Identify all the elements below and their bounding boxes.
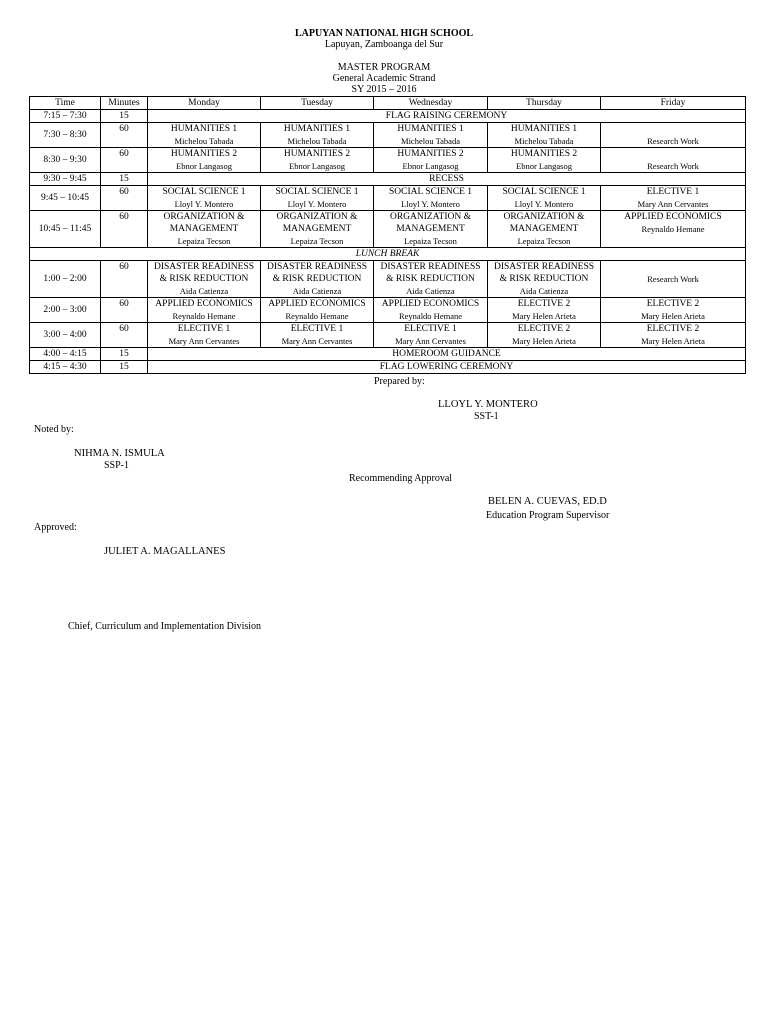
teacher-name: Lepaiza Tecson — [404, 236, 457, 246]
noted-by-label: Noted by: — [34, 424, 74, 435]
table-row — [30, 361, 746, 374]
column-header: Time — [30, 97, 101, 110]
noted-by-name: NIHMA N. ISMULA — [74, 448, 165, 459]
subject-cell — [148, 323, 261, 348]
subject-name: MANAGEMENT — [169, 224, 239, 234]
teacher-name: Aida Catienza — [406, 286, 455, 296]
subject-name: ELECTIVE 2 — [646, 324, 700, 334]
teacher-name: Mary Ann Cervantes — [395, 336, 466, 346]
subject-cell — [148, 298, 261, 323]
teacher-name: Mary Ann Cervantes — [168, 336, 240, 346]
subject-cell — [261, 123, 374, 148]
table-row — [30, 186, 746, 211]
prepared-by-label: Prepared by: — [374, 376, 425, 387]
subject-name: ELECTIVE 1 — [177, 324, 231, 334]
program-title: MASTER PROGRAM — [337, 62, 431, 73]
school-year: SY 2015 – 2016 — [351, 84, 417, 95]
subject-cell — [374, 323, 488, 348]
table-row — [30, 173, 746, 186]
teacher-name: Mary Helen Arieta — [512, 311, 576, 321]
subject-cell — [374, 148, 488, 173]
schedule-table — [29, 96, 746, 374]
subject-cell — [601, 211, 746, 248]
time-cell: 8:30 – 9:30 — [30, 148, 101, 173]
minutes-cell: 60 — [101, 211, 148, 248]
subject-cell — [261, 211, 374, 248]
subject-name: HUMANITIES 2 — [170, 149, 238, 159]
subject-name: DISASTER READINESS — [493, 262, 595, 272]
subject-cell — [601, 123, 746, 148]
activity-cell: RECESS — [148, 173, 746, 186]
subject-name: HUMANITIES 1 — [510, 124, 578, 134]
table-row — [30, 348, 746, 361]
subject-name: APPLIED ECONOMICS — [381, 299, 480, 309]
subject-cell — [261, 298, 374, 323]
teacher-name: Reynaldo Hemane — [641, 224, 705, 234]
subject-name: ELECTIVE 2 — [646, 299, 700, 309]
prepared-by-title: SST-1 — [474, 411, 499, 422]
subject-name: APPLIED ECONOMICS — [624, 212, 722, 222]
subject-name: ORGANIZATION & — [389, 212, 471, 222]
table-row — [30, 123, 746, 148]
subject-cell — [488, 298, 601, 323]
subject-cell — [261, 186, 374, 211]
time-cell: 9:45 – 10:45 — [30, 186, 101, 211]
recommending-name: BELEN A. CUEVAS, ED.D — [488, 496, 607, 507]
activity-cell: FLAG LOWERING CEREMONY — [148, 361, 746, 374]
table-row — [30, 248, 746, 261]
column-header: Friday — [601, 97, 746, 110]
subject-name: HUMANITIES 2 — [510, 149, 578, 159]
teacher-name: Research Work — [647, 274, 699, 284]
subject-name: ELECTIVE 2 — [517, 324, 571, 334]
subject-name: SOCIAL SCIENCE 1 — [162, 187, 246, 197]
time-cell: 10:45 – 11:45 — [30, 211, 101, 248]
column-header: Minutes — [101, 97, 148, 110]
subject-name: HUMANITIES 1 — [170, 124, 238, 134]
subject-cell — [488, 211, 601, 248]
minutes-cell: 15 — [101, 361, 148, 374]
subject-cell — [488, 323, 601, 348]
subject-cell — [148, 261, 261, 298]
subject-name: ORGANIZATION & — [163, 212, 245, 222]
subject-name: ELECTIVE 1 — [646, 187, 700, 197]
recommending-approval-label: Recommending Approval — [349, 473, 453, 484]
teacher-name: Lloyl Y. Montero — [174, 199, 234, 209]
table-row — [30, 148, 746, 173]
subject-cell — [261, 323, 374, 348]
school-location: Lapuyan, Zamboanga del Sur — [324, 39, 444, 50]
teacher-name: Michelou Tabada — [401, 136, 460, 146]
subject-cell — [261, 148, 374, 173]
subject-name: ORGANIZATION & — [503, 212, 585, 222]
teacher-name: Reynaldo Hemane — [398, 311, 463, 321]
recommending-title: Education Program Supervisor — [486, 510, 610, 521]
subject-cell — [601, 323, 746, 348]
subject-name: HUMANITIES 2 — [283, 149, 351, 159]
column-header: Tuesday — [261, 97, 374, 110]
teacher-name: Michelou Tabada — [514, 136, 574, 146]
subject-name: DISASTER READINESS — [380, 262, 481, 272]
teacher-name: Reynaldo Hemane — [285, 311, 349, 321]
subject-cell — [374, 298, 488, 323]
subject-cell — [374, 186, 488, 211]
subject-name: APPLIED ECONOMICS — [268, 299, 366, 309]
minutes-cell: 60 — [101, 298, 148, 323]
approved-title: Chief, Curriculum and Implementation Division — [68, 621, 262, 632]
subject-name: ELECTIVE 1 — [290, 324, 344, 334]
table-row — [30, 211, 746, 248]
minutes-cell: 15 — [101, 110, 148, 123]
column-header: Monday — [148, 97, 261, 110]
subject-name: SOCIAL SCIENCE 1 — [388, 187, 473, 197]
subject-cell — [601, 298, 746, 323]
subject-cell — [374, 123, 488, 148]
subject-name: MANAGEMENT — [282, 224, 352, 234]
activity-cell: FLAG RAISING CEREMONY — [148, 110, 746, 123]
subject-name: SOCIAL SCIENCE 1 — [275, 187, 359, 197]
teacher-name: Ebnor Langasog — [516, 161, 572, 171]
minutes-cell: 15 — [101, 348, 148, 361]
subject-name: DISASTER READINESS — [266, 262, 368, 272]
subject-name: & RISK REDUCTION — [159, 274, 249, 284]
teacher-name: Lepaiza Tecson — [290, 236, 344, 246]
subject-name: HUMANITIES 1 — [397, 124, 464, 134]
time-cell: 3:00 – 4:00 — [30, 323, 101, 348]
subject-cell — [488, 186, 601, 211]
teacher-name: Reynaldo Hemane — [172, 311, 236, 321]
subject-name: SOCIAL SCIENCE 1 — [502, 187, 586, 197]
teacher-name: Research Work — [647, 161, 699, 171]
noted-by-title: SSP-1 — [104, 460, 130, 471]
teacher-name: Research Work — [647, 136, 699, 146]
column-header: Thursday — [488, 97, 601, 110]
subject-name: MANAGEMENT — [509, 224, 579, 234]
minutes-cell: 60 — [101, 261, 148, 298]
time-cell: 4:00 – 4:15 — [30, 348, 101, 361]
subject-cell — [374, 211, 488, 248]
teacher-name: Ebnor Langasog — [402, 161, 459, 171]
subject-name: HUMANITIES 1 — [283, 124, 351, 134]
subject-cell — [374, 261, 488, 298]
subject-cell — [148, 148, 261, 173]
lunch-break-cell: LUNCH BREAK — [30, 248, 746, 261]
subject-cell — [148, 211, 261, 248]
teacher-name: Lloyl Y. Montero — [287, 199, 347, 209]
subject-name: DISASTER READINESS — [153, 262, 255, 272]
subject-cell — [488, 148, 601, 173]
teacher-name: Lloyl Y. Montero — [401, 199, 460, 209]
table-row — [30, 110, 746, 123]
minutes-cell: 60 — [101, 186, 148, 211]
column-header: Wednesday — [374, 97, 488, 110]
approved-label: Approved: — [34, 522, 77, 533]
minutes-cell: 15 — [101, 173, 148, 186]
time-cell: 7:15 – 7:30 — [30, 110, 101, 123]
teacher-name: Ebnor Langasog — [289, 161, 345, 171]
teacher-name: Aida Catienza — [292, 286, 342, 296]
table-header-row — [30, 97, 746, 110]
time-cell: 7:30 – 8:30 — [30, 123, 101, 148]
table-row — [30, 261, 746, 298]
teacher-name: Lepaiza Tecson — [517, 236, 571, 246]
teacher-name: Lepaiza Tecson — [177, 236, 231, 246]
minutes-cell: 60 — [101, 148, 148, 173]
activity-cell: HOMEROOM GUIDANCE — [148, 348, 746, 361]
minutes-cell: 60 — [101, 323, 148, 348]
time-cell: 2:00 – 3:00 — [30, 298, 101, 323]
subject-name: ELECTIVE 1 — [404, 324, 457, 334]
teacher-name: Lloyl Y. Montero — [514, 199, 574, 209]
subject-cell — [601, 186, 746, 211]
teacher-name: Michelou Tabada — [287, 136, 347, 146]
subject-cell — [148, 123, 261, 148]
teacher-name: Michelou Tabada — [174, 136, 234, 146]
teacher-name: Ebnor Langasog — [176, 161, 232, 171]
time-cell: 4:15 – 4:30 — [30, 361, 101, 374]
subject-name: APPLIED ECONOMICS — [155, 299, 253, 309]
teacher-name: Mary Helen Arieta — [641, 311, 705, 321]
subject-name: ELECTIVE 2 — [517, 299, 571, 309]
approved-name: JULIET A. MAGALLANES — [104, 546, 226, 557]
subject-cell — [488, 123, 601, 148]
teacher-name: Aida Catienza — [179, 286, 229, 296]
subject-name: MANAGEMENT — [396, 224, 465, 234]
subject-name: & RISK REDUCTION — [386, 274, 475, 284]
teacher-name: Mary Ann Cervantes — [281, 336, 353, 346]
table-row — [30, 298, 746, 323]
teacher-name: Mary Helen Arieta — [641, 336, 705, 346]
strand-title: General Academic Strand — [332, 73, 436, 84]
subject-name: & RISK REDUCTION — [499, 274, 589, 284]
time-cell: 1:00 – 2:00 — [30, 261, 101, 298]
subject-name: & RISK REDUCTION — [272, 274, 362, 284]
prepared-by-name: LLOYL Y. MONTERO — [438, 399, 538, 410]
teacher-name: Mary Helen Arieta — [512, 336, 576, 346]
time-cell: 9:30 – 9:45 — [30, 173, 101, 186]
teacher-name: Mary Ann Cervantes — [637, 199, 709, 209]
teacher-name: Aida Catienza — [519, 286, 569, 296]
subject-cell — [261, 261, 374, 298]
subject-name: HUMANITIES 2 — [397, 149, 464, 159]
school-name: LAPUYAN NATIONAL HIGH SCHOOL — [294, 28, 474, 39]
subject-cell — [601, 261, 746, 298]
subject-cell — [601, 148, 746, 173]
subject-name: ORGANIZATION & — [276, 212, 358, 222]
table-row — [30, 323, 746, 348]
subject-cell — [488, 261, 601, 298]
minutes-cell: 60 — [101, 123, 148, 148]
subject-cell — [148, 186, 261, 211]
